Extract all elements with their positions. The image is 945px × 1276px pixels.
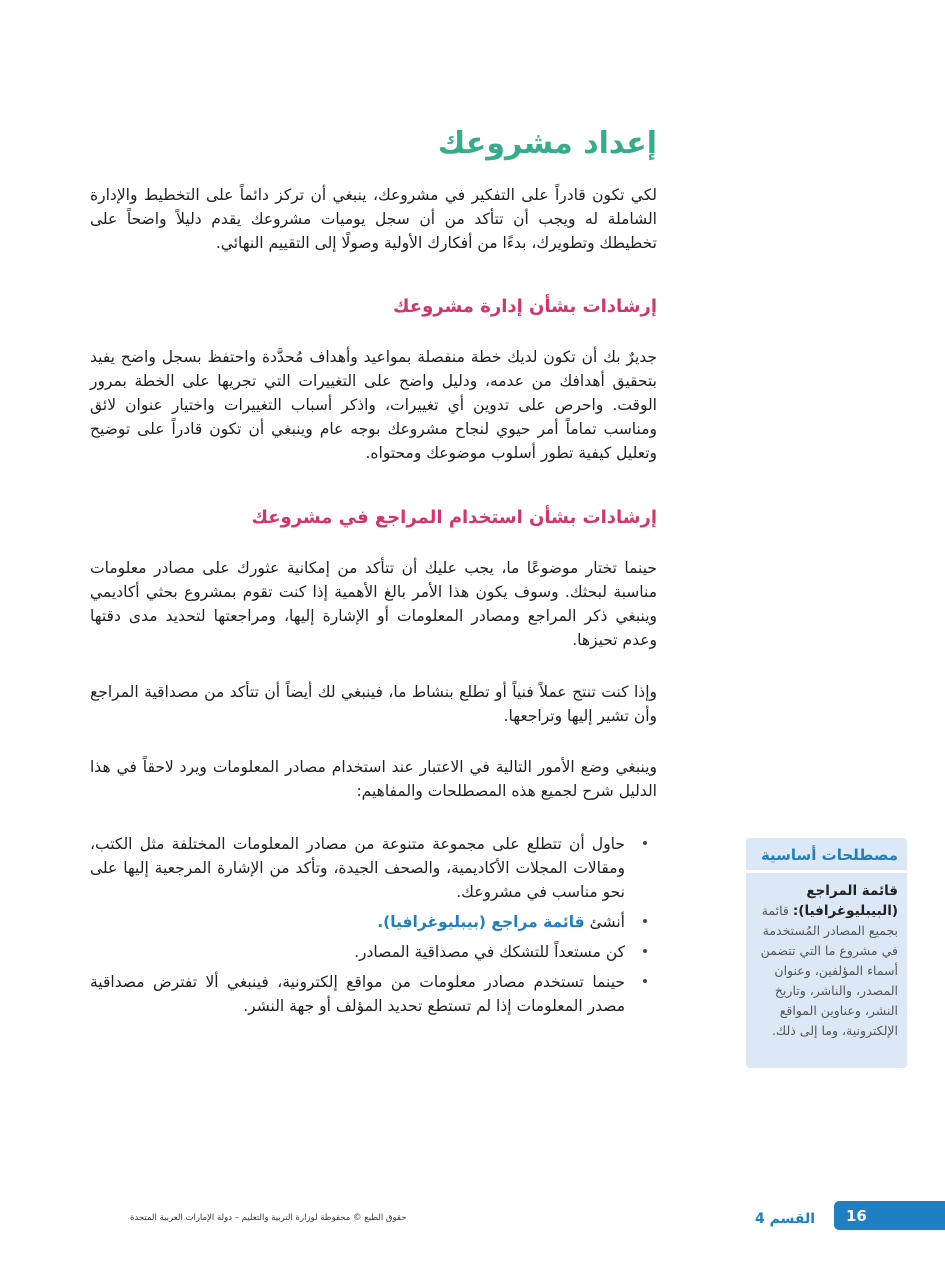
- references-paragraph-3: وينبغي وضع الأمور التالية في الاعتبار عند استخدام مصادر المعلومات ويرد لاحقاً في هذا الدليل شرح لجميع هذه المصطلحات والمفاهيم:: [90, 758, 657, 800]
- project-management-paragraph: جديرٌ بك أن تكون لديك خطة منفصلة بمواعيد وأهداف مُحدَّدة واحتفظ بسجل واضح يفيد بتحقيق أهدافك من عدمه، ودليل واضح على التغييرات التي تجريها على الخطة بمرور الوقت. واحرص على تدوين أي تغييرات، واذكر أسباب التغييرات واختيار عنوان لائق ومناسب تماماً أمر حيوي لنجاح مشروعك بوجه عام وينبغي أن تكون قادراً على توضيح وتعليل كيفية تطور أسلوب موضوعك ومحتواه.: [90, 348, 657, 462]
- key-term-definition: قائمة بجميع المصادر المُستخدمة في مشروع ما التي تتضمن أسماء المؤلفين، وعنوان المصدر، والناشر، وتاريخ النشر، وعناوين المواقع الإلكترونية، وما إلى ذلك.: [760, 903, 898, 1038]
- list-item: [90, 832, 657, 904]
- bullet-icon: [643, 919, 647, 923]
- guidelines-list: [90, 832, 657, 1024]
- bullet-icon: [643, 979, 647, 983]
- section-heading-references: إرشادات بشأن استخدام المراجع في مشروعك: [251, 507, 657, 528]
- key-terms-body: [746, 873, 907, 1047]
- bibliography-term-link[interactable]: قائمة مراجع (بيبليوغرافيا).: [377, 913, 585, 931]
- intro-paragraph: لكي تكون قادراً على التفكير في مشروعك، ينبغي أن تركز دائماً على التخطيط والإدارة الشاملة له ويجب أن تتأكد من أن سجل يوميات مشروعك يقدم دليلاً واضحاً على تخطيطك وتطويرك، بدءًا من أفكارك الأولية وصولًا إلى التقييم النهائي.: [90, 186, 657, 252]
- references-paragraph-2: وإذا كنت تنتج عملاً فنياً أو تطلع بنشاط ما، فينبغي لك أيضاً أن تتأكد من مصداقية المراجع وأن تشير إليها وتراجعها.: [90, 683, 657, 725]
- section-label: القسم 4: [755, 1211, 815, 1227]
- key-terms-heading: مصطلحات أساسية: [746, 838, 907, 873]
- references-paragraph-1: حينما تختار موضوعًا ما، يجب عليك أن تتأكد من إمكانية عثورك على مصادر معلومات مناسبة لبحثك. وسوف يكون هذا الأمر بالغ الأهمية إذا كنت تقوم بمشروع بحثي أكاديمي وينبغي ذكر المراجع ومصادر المعلومات أو الإشارة إليها، ومراجعتها لتحديد مدى دقتها وعدم تحيزها.: [90, 559, 657, 649]
- bullet-icon: [643, 949, 647, 953]
- list-item: [90, 970, 657, 1018]
- copyright-notice: حقوق الطبع © محفوظة لوزارة التربية والتعليم – دولة الإمارات العربية المتحدة: [130, 1213, 407, 1223]
- list-item-text: أنشئ: [589, 913, 625, 931]
- list-item-text: حاول أن تتطلع على مجموعة متنوعة من مصادر المعلومات المختلفة مثل الكتب، ومقالات المجلات الأكاديمية، والصحف الجيدة، وتأكد من الإشارة المرجعية إليها على نحو مناسب في مشروعك.: [90, 835, 625, 901]
- key-terms-box: [746, 838, 907, 1068]
- key-term-name: قائمة المراجع (البيبليوغرافيا):: [792, 883, 898, 919]
- list-item-text: كن مستعداً للتشكك في مصداقية المصادر.: [354, 943, 625, 961]
- page-title: إعداد مشروعك: [437, 126, 657, 161]
- list-item-text: حينما تستخدم مصادر معلومات من مواقع إلكترونية، فينبغي ألا تفترض مصداقية مصدر المعلومات إذا لم تستطع تحديد المؤلف أو جهة النشر.: [90, 973, 625, 1015]
- section-heading-project-management: إرشادات بشأن إدارة مشروعك: [393, 296, 657, 317]
- list-item: [90, 940, 657, 964]
- bullet-icon: [643, 841, 647, 845]
- page-number: 16: [846, 1207, 867, 1225]
- list-item: [90, 910, 657, 934]
